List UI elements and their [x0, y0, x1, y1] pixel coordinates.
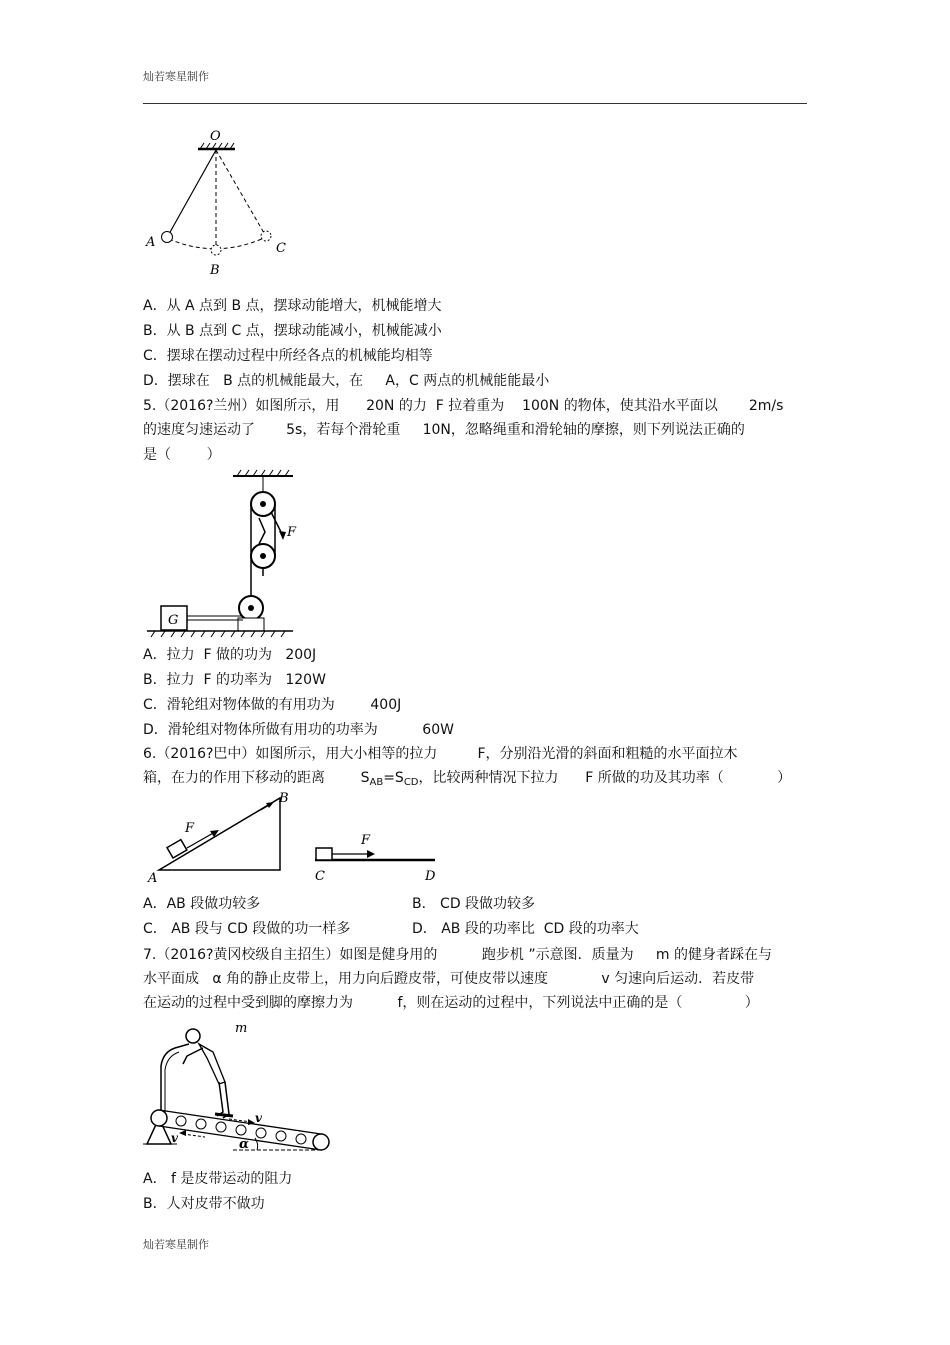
header-rule	[143, 103, 807, 104]
q7-option-a: A． f 是皮带运动的阻力	[143, 1171, 293, 1187]
label-o: O	[210, 129, 221, 144]
label-d: D	[425, 869, 436, 884]
q5-stem-line3: 是（ ）	[143, 447, 221, 463]
label-v-up: v	[255, 1111, 262, 1125]
label-m: m	[235, 1022, 248, 1036]
label-b: B	[210, 263, 220, 278]
q4-option-d: D．摆球在 B 点的机械能最大，在 A，C 两点的机械能能最小	[143, 373, 550, 389]
q7-option-b: B．人对皮带不做功	[143, 1196, 265, 1212]
pendulum-figure	[140, 122, 300, 280]
label-v-down: v	[171, 1131, 178, 1145]
q4-option-c: C．摆球在摆动过程中所经各点的机械能均相等	[143, 348, 433, 364]
q5-stem-line2: 的速度匀速运动了 5s，若每个滑轮重 10N，忽略绳重和滑轮轴的摩擦，则下列说法正确的	[143, 422, 745, 438]
label-f-horizontal: F	[361, 833, 371, 848]
page-header: 灿若寒星制作	[143, 70, 209, 83]
label-alpha: α	[239, 1137, 250, 1152]
q6-option-c: C． AB 段与 CD 段做的功一样多	[143, 921, 351, 937]
label-f: F	[287, 525, 297, 540]
pulley-figure	[143, 468, 303, 638]
q7-stem-line1: 7.（2016?黄冈校级自主招生）如图是健身用的 跑步机 ”示意图．质量为 m 的健身者踩在与	[143, 947, 772, 963]
label-g: G	[168, 613, 179, 628]
label-c: C	[315, 869, 325, 884]
q5-option-a: A．拉力 F 做的功为 200J	[143, 647, 317, 663]
label-f-incline: F	[185, 821, 195, 836]
incline-figure	[143, 790, 443, 886]
q5-option-b: B．拉力 F 的功率为 120W	[143, 672, 326, 688]
q6-option-a: A．AB 段做功较多	[143, 896, 261, 912]
q6-option-b: B． CD 段做功较多	[412, 896, 536, 912]
page-footer: 灿若寒星制作	[143, 1238, 209, 1251]
q5-stem-line1: 5.（2016?兰州）如图所示，用 20N 的力 F 拉着重为 100N 的物体，使其沿水平面以 2m/s	[143, 398, 784, 414]
q6-stem-line2: 箱，在力的作用下移动的距离 $S_{AB}=S_{CD}$，比较两种情况下拉力 F 所做的功及其功率（ ）	[143, 770, 792, 788]
label-a: A	[148, 871, 158, 886]
q5-option-d: D．滑轮组对物体所做有用功的功率为 60W	[143, 722, 454, 738]
q5-option-c: C．滑轮组对物体做的有用功为 400J	[143, 697, 402, 713]
q7-stem-line3: 在运动的过程中受到脚的摩擦力为 f，则在运动的过程中，下列说法中正确的是（ ）	[143, 995, 759, 1011]
label-b: B	[279, 791, 289, 806]
q6-stem-line1: 6.（2016?巴中）如图所示，用大小相等的拉力 F，分别沿光滑的斜面和粗糙的水平面拉木	[143, 746, 738, 762]
q6-option-d: D． AB 段的功率比 CD 段的功率大	[412, 921, 639, 937]
label-a: A	[146, 235, 156, 250]
q7-stem-line2: 水平面成 α 角的静止皮带上，用力向后蹬皮带，可使皮带以速度 v 匀速向后运动．若皮带	[143, 971, 755, 987]
q4-option-b: B．从 B 点到 C 点，摆球动能减小，机械能减小	[143, 323, 442, 339]
label-c: C	[276, 241, 286, 256]
q4-option-a: A．从 A 点到 B 点，摆球动能增大，机械能增大	[143, 298, 442, 314]
treadmill-figure	[143, 1022, 333, 1154]
